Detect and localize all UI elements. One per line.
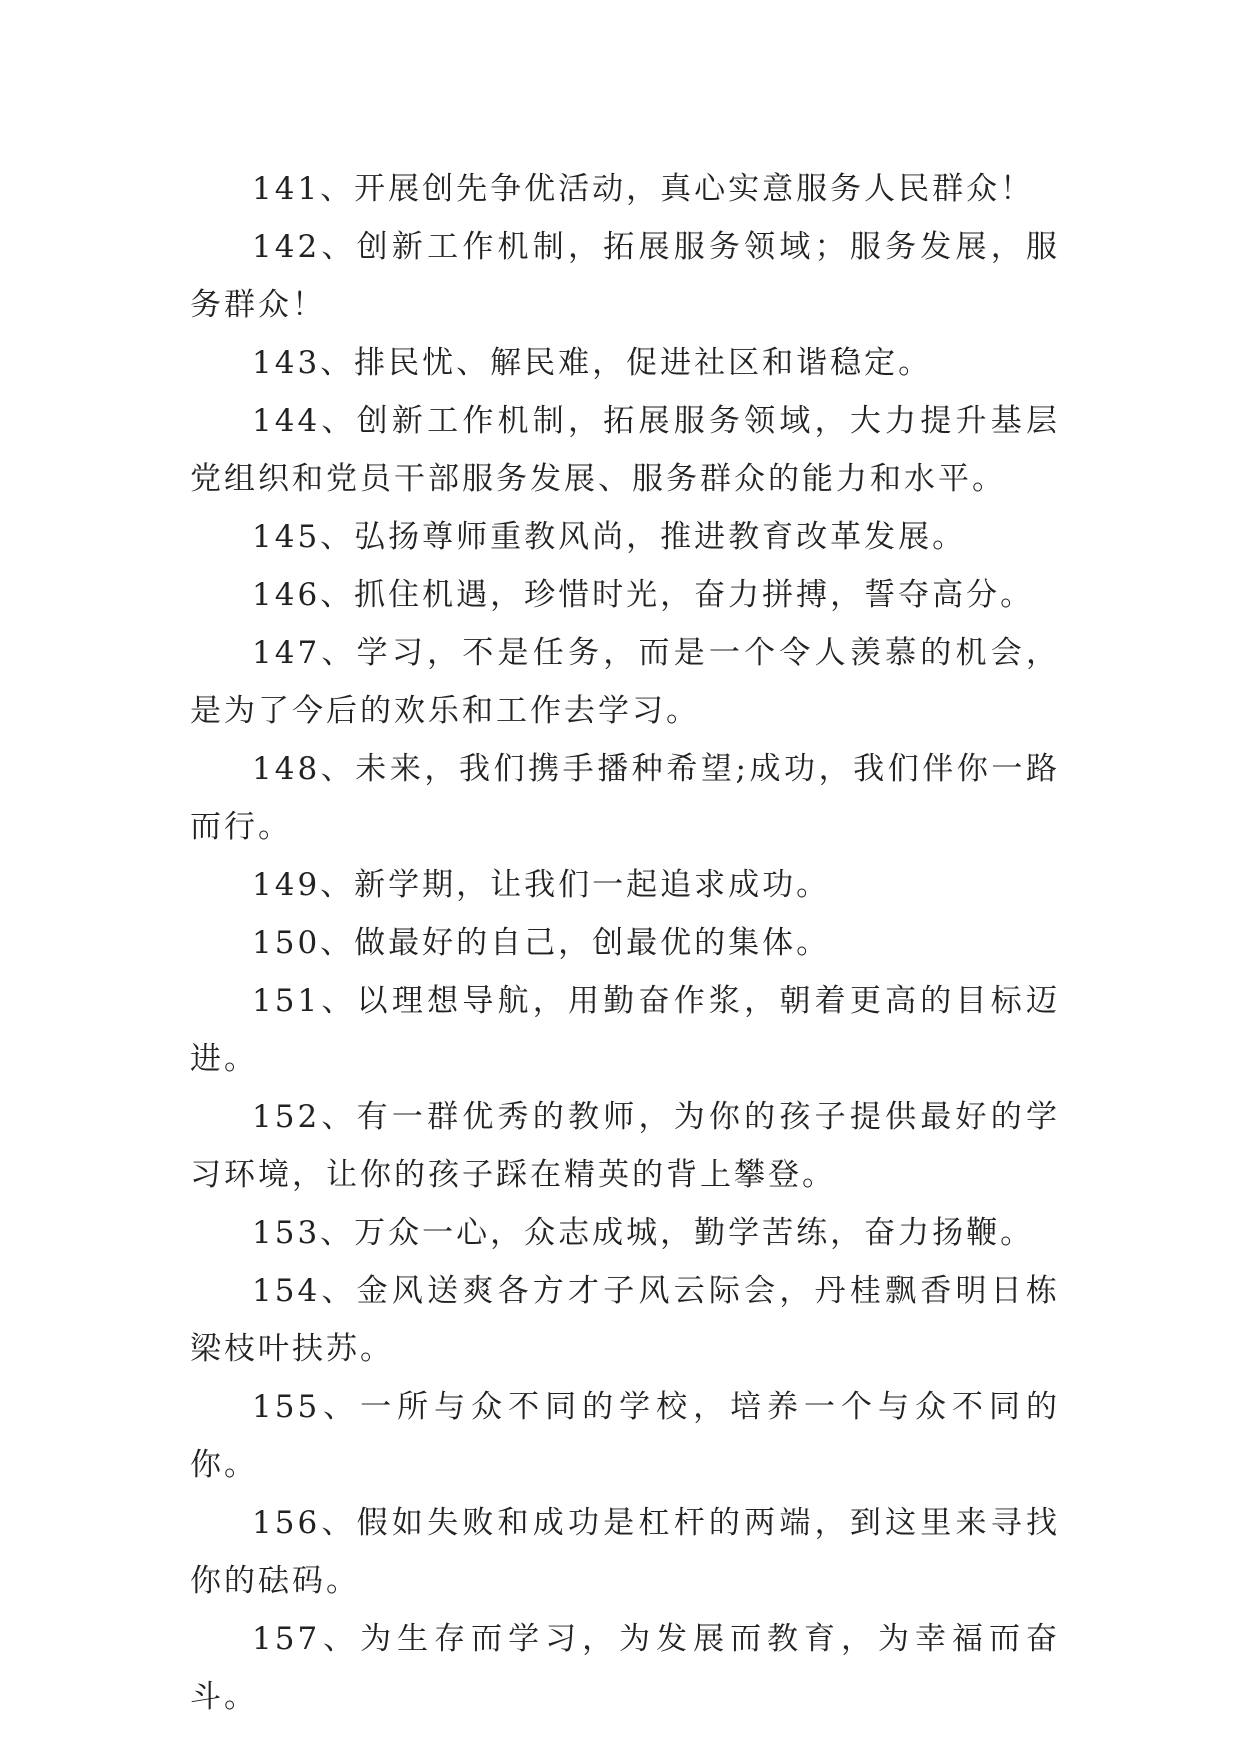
paragraph-143: 143、排民忧、解民难，促进社区和谐稳定。	[252, 345, 933, 381]
paragraph-152: 152、有一群优秀的教师，为你的孩子提供最好的学习环境，让你的孩子踩在精英的背上攀登。	[190, 1099, 1060, 1193]
paragraph-147: 147、学习，不是任务，而是一个令人羡慕的机会，是为了今后的欢乐和工作去学习。	[190, 635, 1060, 729]
paragraph-155: 155、一所与众不同的学校，培养一个与众不同的你。	[190, 1389, 1060, 1483]
paragraph-141: 141、开展创先争优活动，真心实意服务人民群众！	[252, 171, 1035, 207]
paragraph-146: 146、抓住机遇，珍惜时光，奋力拼搏，誓夺高分。	[252, 577, 1035, 613]
paragraph-156: 156、假如失败和成功是杠杆的两端，到这里来寻找你的砝码。	[190, 1505, 1060, 1599]
paragraph-144: 144、创新工作机制，拓展服务领域，大力提升基层党组织和党员干部服务发展、服务群众的能力和水平。	[190, 403, 1060, 497]
paragraph-151: 151、以理想导航，用勤奋作浆，朝着更高的目标迈进。	[190, 983, 1060, 1077]
paragraph-145: 145、弘扬尊师重教风尚，推进教育改革发展。	[252, 519, 967, 555]
paragraph-148: 148、未来，我们携手播种希望;成功，我们伴你一路而行。	[190, 751, 1060, 845]
document-body	[190, 160, 1060, 1726]
paragraph-154: 154、金风送爽各方才子风云际会，丹桂飘香明日栋梁枝叶扶苏。	[190, 1273, 1060, 1367]
paragraph-157: 157、为生存而学习，为发展而教育，为幸福而奋斗。	[190, 1621, 1060, 1715]
paragraph-142: 142、创新工作机制，拓展服务领域；服务发展，服务群众！	[190, 229, 1060, 323]
paragraph-150: 150、做最好的自己，创最优的集体。	[252, 925, 831, 961]
paragraph-153: 153、万众一心，众志成城，勤学苦练，奋力扬鞭。	[252, 1215, 1035, 1251]
paragraph-149: 149、新学期，让我们一起追求成功。	[252, 867, 831, 903]
